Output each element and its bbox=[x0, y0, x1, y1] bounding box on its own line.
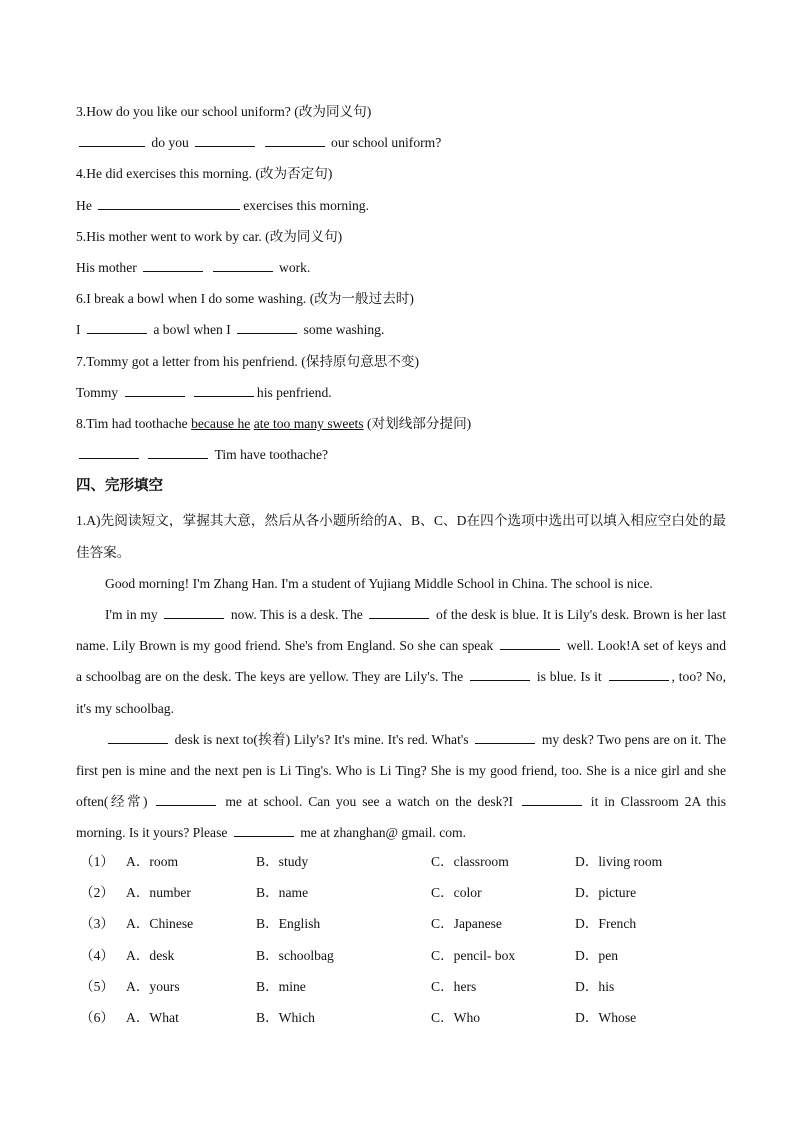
question-text: He did exercises this morning. bbox=[86, 166, 252, 182]
worksheet-body bbox=[76, 100, 726, 849]
answer-text: He bbox=[76, 197, 92, 213]
option-b[interactable]: B．English bbox=[256, 916, 321, 932]
answer-blank[interactable] bbox=[237, 319, 297, 334]
answer-3 bbox=[76, 131, 726, 162]
passage-text: is blue. Is it bbox=[536, 669, 602, 685]
passage-paragraph-1 bbox=[76, 568, 726, 599]
answer-6 bbox=[76, 318, 726, 349]
passage-text: me at zhanghan@ gmail. com. bbox=[300, 825, 466, 841]
option-b[interactable]: B．study bbox=[256, 854, 309, 869]
option-a[interactable]: A．number bbox=[126, 885, 191, 901]
option-a[interactable]: A．desk bbox=[126, 947, 175, 963]
passage-paragraph-3 bbox=[76, 724, 726, 849]
option-d[interactable]: D．Whose bbox=[575, 1009, 637, 1025]
section-title: 四、完形填空 bbox=[76, 478, 163, 495]
question-text: His mother went to work by car. bbox=[86, 228, 262, 244]
answer-text: our school uniform? bbox=[331, 135, 442, 151]
passage-text: well. Look!A set of keys and a schoolbag are on the desk. The keys are yellow. They are Lily's. The bbox=[76, 638, 727, 685]
passage-text: me at school. Can you see a watch on the desk?I bbox=[225, 794, 514, 810]
question-6 bbox=[76, 287, 726, 318]
option-row-1 bbox=[76, 846, 726, 877]
question-number: 7. bbox=[76, 353, 87, 369]
section-instruction bbox=[76, 505, 726, 567]
option-number: （6） bbox=[80, 1009, 114, 1025]
question-note: (改为同义句) bbox=[265, 228, 343, 244]
question-number: 8. bbox=[76, 415, 87, 431]
option-a[interactable]: A．room bbox=[126, 854, 179, 869]
option-row-2 bbox=[76, 877, 726, 908]
option-c[interactable]: C．classroom bbox=[431, 854, 509, 869]
question-7 bbox=[76, 350, 726, 381]
passage-paragraph-2 bbox=[76, 599, 726, 724]
option-row-4 bbox=[76, 940, 726, 971]
option-d[interactable]: D．living room bbox=[575, 854, 663, 869]
option-b[interactable]: B．name bbox=[256, 885, 309, 901]
answer-text: exercises this morning. bbox=[243, 197, 369, 213]
answer-8 bbox=[76, 443, 726, 474]
question-8 bbox=[76, 412, 726, 443]
option-c[interactable]: C．pencil- box bbox=[431, 947, 516, 963]
answer-blank[interactable] bbox=[87, 319, 147, 334]
question-4 bbox=[76, 162, 726, 193]
option-number: （3） bbox=[80, 916, 114, 932]
option-number: （4） bbox=[80, 947, 114, 963]
option-d[interactable]: D．pen bbox=[575, 947, 619, 963]
option-c[interactable]: C．hers bbox=[431, 978, 477, 994]
option-b[interactable]: B．Which bbox=[256, 1009, 315, 1025]
cloze-blank-3[interactable] bbox=[500, 635, 560, 650]
answer-blank[interactable] bbox=[148, 444, 208, 459]
option-b[interactable]: B．schoolbag bbox=[256, 947, 334, 963]
option-row-5 bbox=[76, 971, 726, 1002]
option-c[interactable]: C．Japanese bbox=[431, 916, 502, 932]
option-d[interactable]: D．picture bbox=[575, 885, 637, 901]
passage-text: Good morning! I'm Zhang Han. I'm a student of Yujiang Middle School in China. The school is nice. bbox=[105, 575, 653, 591]
answer-blank[interactable] bbox=[143, 257, 203, 272]
question-note: (改为一般过去时) bbox=[309, 291, 414, 307]
option-number: （1） bbox=[80, 854, 114, 869]
answer-blank[interactable] bbox=[213, 257, 273, 272]
question-text: Tim had toothache bbox=[86, 415, 188, 431]
question-note: (对划线部分提问) bbox=[366, 415, 472, 431]
option-c[interactable]: C．Who bbox=[431, 1009, 481, 1025]
options-table bbox=[76, 846, 726, 1033]
option-c[interactable]: C．color bbox=[431, 885, 482, 901]
answer-text: do you bbox=[151, 135, 189, 151]
cloze-blank-5[interactable] bbox=[609, 666, 669, 681]
question-note: (改为同义句) bbox=[294, 104, 372, 119]
answer-7 bbox=[76, 381, 726, 412]
answer-4 bbox=[76, 194, 726, 225]
answer-blank[interactable] bbox=[265, 132, 325, 147]
answer-text: I bbox=[76, 322, 81, 338]
question-note: (保持原句意思不变) bbox=[301, 353, 420, 369]
question-text: I break a bowl when I do some washing. bbox=[86, 291, 307, 307]
question-note: (改为否定句) bbox=[255, 166, 333, 182]
cloze-blank-10[interactable] bbox=[234, 822, 294, 837]
answer-blank[interactable] bbox=[194, 382, 254, 397]
cloze-blank-8[interactable] bbox=[156, 791, 216, 806]
underlined-phrase: ate too many sweets bbox=[253, 415, 364, 431]
cloze-blank-9[interactable] bbox=[522, 791, 582, 806]
answer-blank[interactable] bbox=[125, 382, 185, 397]
instruction-text: 1.A)先阅读短文，掌握其大意，然后从各小题所给的A、B、C、D在四个选项中选出可以填入相应空白处的最佳答案。 bbox=[76, 513, 726, 560]
answer-text: Tommy bbox=[76, 384, 119, 400]
passage-text: now. This is a desk. The bbox=[230, 607, 363, 623]
option-a[interactable]: A．Chinese bbox=[126, 916, 194, 932]
underlined-phrase: because he bbox=[191, 415, 251, 431]
answer-text: Tim have toothache? bbox=[214, 447, 329, 463]
question-text: How do you like our school uniform? bbox=[86, 104, 291, 119]
answer-blank[interactable] bbox=[79, 132, 145, 147]
option-d[interactable]: D．his bbox=[575, 978, 615, 994]
passage-text: it in Classroom 2A this morning. Is it yours? Please bbox=[76, 794, 727, 841]
answer-blank[interactable] bbox=[195, 132, 255, 147]
question-number: 5. bbox=[76, 228, 87, 244]
answer-text: a bowl when I bbox=[153, 322, 231, 338]
cloze-blank-4[interactable] bbox=[470, 666, 530, 681]
passage-text: of the desk is blue. It is Lily's desk. Brown is her last name. Lily Brown is my good friend. She's from England. So she can speak bbox=[76, 607, 726, 654]
question-3 bbox=[76, 100, 726, 131]
option-number: （5） bbox=[80, 978, 114, 994]
answer-5 bbox=[76, 256, 726, 287]
passage-text: my desk? Two pens are on it. The first pen is mine and the next pen is Li Ting's. Who is Li Ting? She is my good friend, too. She is a nice girl and she often(经常) bbox=[76, 731, 726, 810]
cloze-blank-1[interactable] bbox=[164, 604, 224, 619]
option-a[interactable]: A．yours bbox=[126, 978, 180, 994]
passage-text: , too? No, it's my schoolbag. bbox=[76, 669, 727, 716]
passage-text: I'm in my bbox=[105, 607, 158, 623]
answer-blank[interactable] bbox=[98, 195, 240, 210]
answer-text: his penfriend. bbox=[256, 384, 332, 400]
question-5 bbox=[76, 225, 726, 256]
question-number: 6. bbox=[76, 291, 87, 307]
answer-blank[interactable] bbox=[79, 444, 139, 459]
cloze-blank-2[interactable] bbox=[369, 604, 429, 619]
answer-text: work. bbox=[279, 259, 311, 275]
question-number: 3. bbox=[76, 104, 87, 119]
answer-text: some washing. bbox=[303, 322, 385, 338]
cloze-blank-7[interactable] bbox=[475, 729, 535, 744]
option-d[interactable]: D．French bbox=[575, 916, 637, 932]
question-number: 4. bbox=[76, 166, 87, 182]
question-text: Tommy got a letter from his penfriend. bbox=[86, 353, 298, 369]
option-row-6 bbox=[76, 1002, 726, 1033]
option-a[interactable]: A．What bbox=[126, 1009, 179, 1025]
option-row-3 bbox=[76, 908, 726, 939]
passage-text: desk is next to(挨着) Lily's? It's mine. It's red. What's bbox=[174, 731, 469, 747]
cloze-blank-6[interactable] bbox=[108, 729, 168, 744]
option-number: （2） bbox=[80, 885, 114, 901]
answer-text: His mother bbox=[76, 259, 137, 275]
option-b[interactable]: B．mine bbox=[256, 978, 306, 994]
